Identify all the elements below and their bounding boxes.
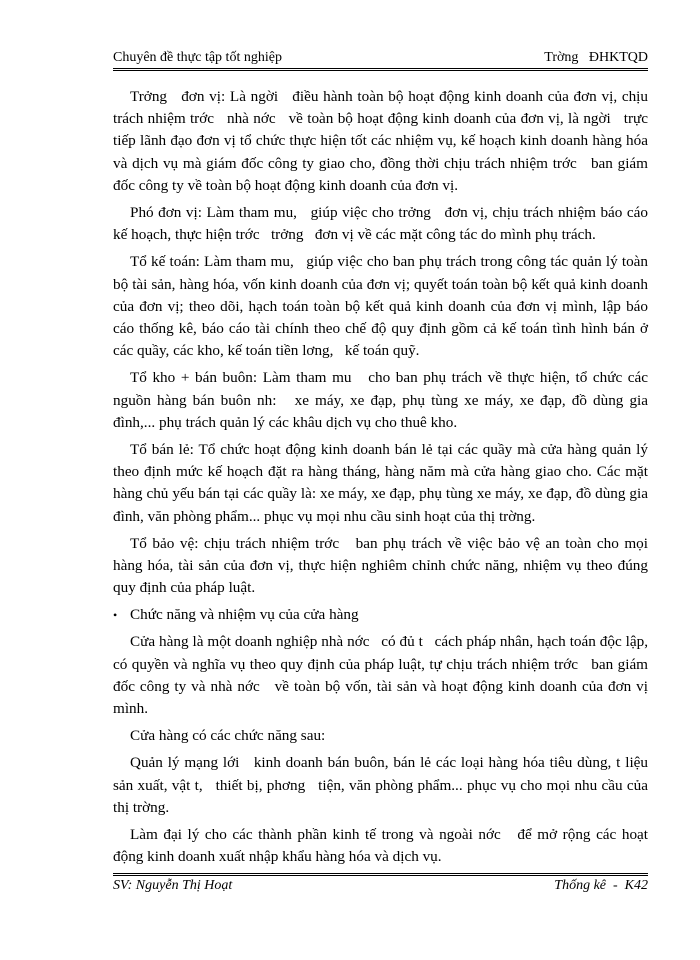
footer-author: SV: Nguyễn Thị Hoạt bbox=[113, 878, 233, 893]
paragraph-pho-don-vi: Phó đơn vị: Làm tham mu, giúp việc cho trởng đơn vị, chịu trách nhiệm báo cáo kế hoạch, thực hiện trớc trởng đơn vị về các mặt công tác do mình phụ trách. bbox=[113, 204, 652, 244]
paragraph-to-ke-toan: Tổ kế toán: Làm tham mu, giúp việc cho ban phụ trách trong công tác quản lý toàn bộ tài sản, hàng hóa, vốn kinh doanh của đơn vị; quyết toán toàn bộ kết quả kinh doanh của đơn vị; theo dõi, hạch toán toàn bộ kết quả kinh doanh của đơn vị mình, lập báo cáo thống kê, báo cáo tài chính theo chế độ quy định gồm cả kế toán tình hình bán ở các quầy, các kho, kế toán tiền lơng, kế toán quỹ. bbox=[113, 253, 652, 360]
header-school: Trờng ĐHKTQD bbox=[544, 50, 648, 65]
header-title: Chuyên đề thực tập tốt nghiệp bbox=[113, 50, 282, 65]
bullet-icon: • bbox=[113, 608, 118, 623]
paragraph-to-bao-ve: Tổ bảo vệ: chịu trách nhiệm trớc ban phụ trách về việc bảo vệ an toàn cho mọi hàng hóa, tài sản của đơn vị, thực hiện nghiêm chỉnh chức năng, nhiệm vụ theo đúng quy định của pháp luật. bbox=[113, 534, 652, 597]
paragraph-chuc-nang-intro: Cửa hàng có các chức năng sau: bbox=[130, 727, 326, 745]
page-footer bbox=[113, 873, 648, 896]
section-heading bbox=[113, 604, 648, 626]
paragraph-cua-hang: Cửa hàng là một doanh nghiệp nhà nớc có đủ t cách pháp nhân, hạch toán độc lập, có quyền và nghĩa vụ theo quy định của pháp luật, tự chịu trách nhiệm trớc ban giám đốc công ty và nhà nớc về toàn bộ vốn, tài sản và hoạt động kinh doanh của đơn vị mình. bbox=[113, 633, 652, 718]
paragraph-to-ban-le: Tổ bán lẻ: Tổ chức hoạt động kinh doanh bán lẻ tại các quầy mà cửa hàng quản lý theo định mức kế hoạch đặt ra hàng tháng, hàng năm mà cửa hàng giao cho. Các mặt hàng chủ yếu bán tại các quầy là: xe máy, xe đạp, phụ tùng xe máy, xe đạp, đồ dùng gia đình, văn phòng phẩm... phục vụ mọi nhu cầu sinh hoạt của thị trờng. bbox=[113, 441, 652, 525]
paragraph-dai-ly: Làm đại lý cho các thành phần kinh tế trong và ngoài nớc để mở rộng các hoạt động kinh doanh xuất nhập khẩu hàng hóa và dịch vụ. bbox=[113, 826, 652, 866]
footer-department: Thống kê - K42 bbox=[554, 878, 648, 893]
paragraph-truong-don-vi: Trởng đơn vị: Là ngời điều hành toàn bộ hoạt động kinh doanh của đơn vị, chịu trách nhiệm trớc nhà nớc về toàn bộ hoạt động kinh doanh của đơn vị, là ngời trực tiếp lãnh đạo đơn vị tổ chức thực hiện tốt các nhiệm vụ, kế hoạch kinh doanh hàng hóa và dịch vụ mà giám đốc công ty giao cho, đồng thời chịu trách nhiệm trớc ban giám đốc công ty về toàn bộ hoạt động kinh doanh của đơn vị. bbox=[113, 88, 652, 194]
page-header bbox=[113, 50, 648, 71]
paragraph-quan-ly-mang-luoi: Quản lý mạng lới kinh doanh bán buôn, bán lẻ các loại hàng hóa tiêu dùng, t liệu sản xuất, vật t, thiết bị, phơng tiện, văn phòng phẩm... phục vụ cho mọi nhu cầu của thị trờng. bbox=[113, 754, 652, 816]
section-heading-text: Chức năng và nhiệm vụ của cửa hàng bbox=[130, 606, 359, 624]
document-body bbox=[113, 86, 652, 874]
paragraph-to-kho-ban-buon: Tổ kho + bán buôn: Làm tham mu cho ban phụ trách về thực hiện, tổ chức các nguồn hàng bán buôn nh: xe máy, xe đạp, phụ tùng xe máy, xe đạp, đồ dùng gia đình,... phụ trách quản lý các khâu dịch vụ cho thuê kho. bbox=[113, 369, 652, 431]
